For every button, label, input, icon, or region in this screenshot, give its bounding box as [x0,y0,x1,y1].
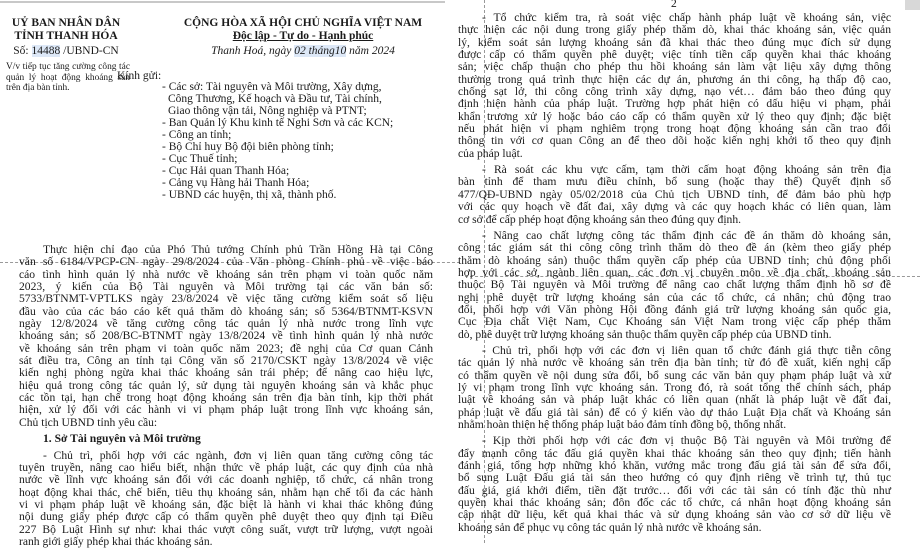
text-line: cáo tình hình quản lý nhà nước về khoáng sản trên phạm vi toàn quốc năm [19,267,433,281]
text-line: Chủ tịch UBND tỉnh yêu cầu: [19,415,158,429]
recipient-item: - Cục Thuế tỉnh; [162,152,238,165]
agency-block [2,17,130,59]
text-line: khoáng sản để phục vụ công tác quản lý nhà nước về khoáng sản. [458,520,762,534]
text-line: sát điều tra, Công an tỉnh tại Công văn số 2170/CSKT ngày 13/8/2024 về việc [19,354,433,368]
text-line: bổ sung Luật Đấu giá tài sản theo hướng có quy định riêng về trình tự, thủ tục [458,471,891,485]
text-line: hiệu quả trong công tác quản lý, sử dụng tài nguyên khoáng sản và khắc phục [19,378,433,392]
text-line: định hiện hành của pháp luật. Trường hợp phát hiện có dấu hiệu vi phạm, phải [458,97,891,111]
text-line: nếu phát hiện vi phạm nghiêm trọng trong hoạt động khoáng sản cần trao đổi [458,122,891,136]
text-line: vi vi phạm pháp luật về khoáng sản, đặc biệt là hành vi khai thác không đúng [19,497,433,511]
body-paragraph [458,230,891,341]
nation-motto: Độc lập - Tự do - Hạnh phúc [232,30,374,42]
recipient-item: - Bộ Chỉ huy Bộ đội biên phòng tỉnh; [162,140,334,153]
text-line: thực hiện các nội dung trong giấy phép thăm dò, khai thác khoáng sản, việc quản [458,23,891,37]
text-line: khoáng sản; số 208/BC-BTNMT ngày 13/8/2024 về tình hình quản lý nhà nước [19,329,433,343]
recipient-item: Công Thương, Kế hoạch và Đầu tư, Tài chính, [168,92,382,105]
text-line: của pháp luật. [458,146,523,160]
section-1-paragraph [19,450,433,549]
page-2-body [458,12,891,538]
recipient-item: Giao thông vận tải, Nông nghiệp và PTNT; [168,104,367,117]
intro-paragraph [19,244,433,429]
text-line: Thực hiện chỉ đạo của Phó Thủ tướng Chính phủ Trần Hồng Hà tại Công [43,243,433,256]
recipients-list [162,82,442,202]
text-line: thông tin với cơ quan Công an để theo dõi hoặc kiến nghị khởi tố theo quy định [458,134,891,148]
text-line: dò, phê duyệt trữ lượng khoáng sản thuộc thẩm quyền cấp phép của UBND tỉnh. [458,327,832,341]
text-line: cập nhật dữ liệu, kết quả khai thác và sử dụng khoáng sản vào cơ sở dữ liệu về [458,508,891,522]
document-subject: V/v tiếp tục tăng cường công tác quản lý hoạt động khoáng sản trên địa bàn tỉnh. [6,62,130,93]
recipient-item: - Ban Quản lý Khu kinh tế Nghi Sơn và các KCN; [162,116,394,129]
recipient-item: - Cục Hải quan Thanh Hóa; [162,164,290,177]
text-line: 5733/BTNMT-VPTLKS ngày 23/8/2024 về việc tăng cường kiểm soát số liệu [19,292,433,306]
page-1-body [19,244,433,552]
text-line: ranh giới giấy phép khai thác khoáng sản. [19,534,213,548]
text-line: hoạt động khai thác, chế biến, tiêu thụ khoáng sản, nhằm hạn chế tối đa các hành [19,485,433,499]
agency-name: UỶ BAN NHÂN DÂN [11,17,121,29]
text-line: nội dung giấy phép được cấp có thẩm quyền phê duyệt theo quy định tại Điều [19,510,433,524]
text-line: - Chủ trì, phối hợp với các đơn vị liên quan tổ chức đánh giá thực tiễn công [482,343,891,357]
body-paragraph [458,435,891,534]
text-line: sản; việc chấp thuận cho phép thu hồi khoáng sản làm vật liệu xây dựng thông [458,60,891,74]
text-line: ngày 12/8/2024 về tăng cường công tác quản lý nhà nước trong lĩnh vực [19,317,433,331]
text-line: 477/QĐ-UBND ngày 05/02/2018 của Chủ tịch UBND tỉnh, để đảm bảo phù hợp [458,187,891,201]
text-line: quyền khai thác khoáng sản; đôn đốc các tổ chức, cá nhân hoạt động khoáng sản [458,496,891,510]
text-line: bàn tỉnh để tham mưu điều chỉnh, bổ sung (hoặc thay thế) Quyết định số [458,175,891,189]
text-line: Cục Địa chất Việt Nam, Cục Khoáng sản Việt Nam trong việc cấp phép thăm [458,315,891,329]
agency-province: TỈNH THANH HÓA [14,30,118,42]
text-line: kiến nghị phòng ngừa khai thác khoáng sản trái phép; để nâng cao hiệu lực, [19,366,433,380]
text-line: đẩy mạnh công tác đấu giá quyền khai thác khoáng sản theo quy định; tiến hành [458,446,891,460]
text-line: nhằm hoàn thiện hệ thống pháp luật bảo đảm tính đồng bộ, thống nhất. [458,418,787,431]
text-line: - Kịp thời phối hợp với các đơn vị thuộc Bộ Tài nguyên và Môi trường để [482,434,891,448]
recipient-item: - UBND các huyện, thị xã, thành phố. [162,188,337,201]
text-line: tuyên truyền, nâng cao hiểu biết, nhận thức về pháp luật, các quy định của nhà [19,460,433,474]
text-line: đấu giá, giá khởi điểm, tiền đặt trước… đối với các tài sản có tính đặc thù như [458,483,891,497]
text-line: - Nâng cao chất lượng công tác thẩm định các đề án thăm dò khoáng sản, [482,228,891,242]
page-number: 2 [671,0,677,10]
text-line: cơ sở để cấp phép hoạt động khoáng sản theo đúng quy định. [458,212,742,226]
text-line: khẩn trương xử lý hoặc báo cáo cấp có thẩm quyền xử lý theo quy định; đặc biệt [458,109,891,123]
text-line: công tác giám sát thi công công trình thăm dò theo đề án (kèm theo giấy phép [458,241,891,255]
text-line: luật về khoáng sản và pháp luật khác có liên quan (nhất là pháp luật về đất đai, [458,393,891,407]
text-line: nước về lĩnh vực khoáng sản đối với các doanh nghiệp, tổ chức, cá nhân trong [19,473,433,487]
text-line: 2023, ý kiến của Bộ Tài nguyên và Môi trường tại các văn bản số: [19,280,433,294]
text-line: tác quản lý nhà nước về khoáng sản trên địa bàn tỉnh; từ đó đề xuất, kiến nghị cấp [458,356,891,370]
text-line: 227 Bộ Luật Hình sự như: khai thác vượt công suất, vượt trữ lượng, vượt ngoài [19,522,433,536]
page-corner-shade [905,0,920,10]
document-number: Số: 14488 /UBND-CN [13,45,119,57]
text-line: hợp với các sở, ngành liên quan, các đơn vị chuyên môn về địa chất, khoáng sản [458,265,891,279]
text-line: thuộc Bộ Tài nguyên và Môi trường để nâng cao chất lượng thẩm định hồ sơ đề [458,278,891,292]
text-line: hiện, xử lý đối với các hành vi vi phạm pháp luật trong lĩnh vực khoáng sản, [19,403,433,417]
date-fill: 02 tháng10 [294,45,347,57]
document-date: Thanh Hoá, ngày 02 tháng10 năm 2024 [211,45,395,57]
text-line: pháp luật về đấu giá tài sản) để có ý kiến vào dự thảo Luật Địa chất và Khoáng sản [458,405,891,419]
recipient-item: - Các sở: Tài nguyên và Môi trường, Xây dựng, [162,81,382,93]
text-line: có thẩm quyền về nội dung sửa đổi, bổ sung các văn bản quy phạm pháp luật và xử [458,368,891,382]
text-line: về khoáng sản trên phạm vi toàn quốc năm 2023; đề nghị của Cơ quan Cảnh [19,341,433,355]
nation-title: CỘNG HÒA XÃ HỘI CHỦ NGHĨA VIỆT NAM [183,17,423,29]
text-line: với các quy hoạch về đất đai, xây dựng và các quy hoạch khác có liên quan, làm [458,200,891,214]
body-paragraph [458,12,891,160]
text-line: lý, kiểm soát sản lượng khoáng sản đã khai thác theo đúng mục đích sử dụng [458,35,891,49]
body-paragraph [458,164,891,226]
text-line: - Tổ chức kiểm tra, rà soát việc chấp hành pháp luật về khoáng sản, việc [482,11,891,24]
text-line: văn số 6184/VPCP-CN ngày 29/8/2024 của Văn phòng Chính phủ về việc báo [19,255,433,269]
national-header [168,17,438,59]
page-top-border [0,1,445,3]
recipients-label: Kính gửi: [117,70,162,82]
recipient-item: - Công an tỉnh; [162,128,232,141]
document-number-value: 14488 [31,45,61,57]
text-line: chống sạt lở, thi công công trình xây dựng, nạo vét… đảm bảo theo đúng quy [458,85,891,99]
text-line: lý vi phạm trong lĩnh vực khoáng sản. Trong đó, rà soát tổng thể chính sách, pháp [458,380,891,394]
text-line: thăm dò khoáng sản) thuộc thẩm quyền cấp phép của UBND tỉnh; chủ động phối [458,253,891,267]
section-heading: 1. Sở Tài nguyên và Môi trường [43,432,201,446]
text-line: - Rà soát các khu vực cấm, tạm thời cấm hoạt động khoáng sản trên địa [482,163,891,177]
text-line: nghị phê duyệt trữ lượng khoáng sản của các tổ chức, cá nhân; chủ động trao [458,290,891,304]
text-line: đầu vào của các báo cáo kết quả thăm dò khoáng sản; số 5364/BTNMT-KSVN [19,304,433,318]
body-paragraph [458,345,891,431]
text-line: - Chủ trì, phối hợp với các ngành, đơn vị liên quan tăng cường công tác [43,448,433,462]
text-line: thường trong quá trình thực hiện các dự án, phương án thi công, hạ thấp độ cao, [458,72,891,86]
text-line: các tồn tại, hạn chế trong hoạt động khoáng sản trên địa bàn tỉnh, kịp thời phát [19,391,433,405]
text-line: đổi, phối hợp với Văn phòng Hội đồng đánh giá trữ lượng khoáng sản quốc gia, [458,302,891,316]
recipient-item: - Cảng vụ Hàng hải Thanh Hóa; [162,176,310,189]
text-line: đánh giá, tổng hợp những khó khăn, vướng mắc trong đấu giá tài sản để sửa đổi, [458,459,891,473]
text-line: được cấp có thẩm quyền phê duyệt; việc tính tiền cấp quyền khai thác khoáng [458,48,891,62]
